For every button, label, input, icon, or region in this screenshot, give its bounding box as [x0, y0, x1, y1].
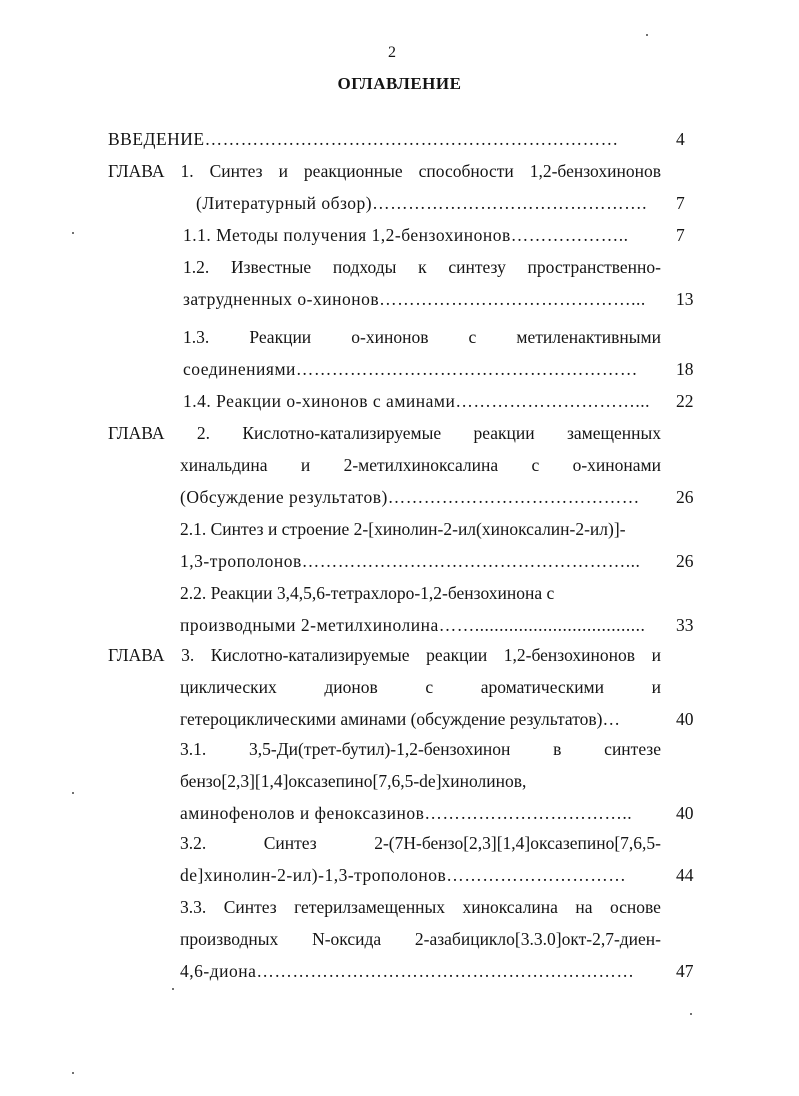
toc-section-2-2-line2: производными 2-метилхинолина……...................................: [180, 615, 646, 635]
toc-intro-page: 4: [676, 129, 685, 149]
toc-section-3-2-line2: de]хинолин-2-ил)-1,3-трополонов…………………………: [180, 865, 627, 885]
toc-section-3-1-line1: 3.1. 3,5-Ди(трет-бутил)-1,2-бензохинон в синтезе: [180, 739, 661, 759]
toc-section-1-4-page: 22: [676, 391, 694, 411]
toc-intro: ВВЕДЕНИЕ……………………………………………………………: [108, 129, 619, 149]
toc-chapter-1-page: 7: [676, 193, 685, 213]
page-title: ОГЛАВЛЕНИЕ: [337, 74, 462, 93]
toc-section-2-2-line1: 2.2. Реакции 3,4,5,6-тетрахлоро-1,2-бензохинона с: [180, 583, 555, 603]
toc-chapter-2-page: 26: [676, 487, 694, 507]
toc-chapter-3-page: 40: [676, 709, 694, 729]
toc-section-1-3-line2: соединениями…………………………………………………: [183, 359, 638, 379]
toc-section-1-2-page: 13: [676, 289, 694, 309]
toc-chapter-2-line3: (Обсуждение результатов)……………………………………: [180, 487, 640, 507]
toc-section-3-1-line2: бензо[2,3][1,4]оксазепино[7,6,5-de]хинолинов,: [180, 771, 527, 791]
toc-chapter-3-line3: гетероциклическими аминами (обсуждение результатов)…: [180, 709, 620, 729]
scan-speck: [72, 792, 74, 794]
scan-speck: [72, 232, 74, 234]
toc-section-1-1-page: 7: [676, 225, 685, 245]
scan-speck: [690, 1013, 692, 1015]
toc-section-3-1-page: 40: [676, 803, 694, 823]
toc-chapter-3-line1: ГЛАВА 3. Кислотно-катализируемые реакции 1,2-бензохинонов и: [108, 645, 661, 665]
toc-chapter-3-line2: циклических дионов с ароматическими и: [180, 677, 661, 697]
toc-section-3-2-line1: 3.2. Синтез 2-(7H-бензо[2,3][1,4]оксазепино[7,6,5-: [180, 833, 661, 853]
toc-section-2-1-page: 26: [676, 551, 694, 571]
scan-speck: [646, 34, 648, 36]
toc-section-1-1: 1.1. Методы получения 1,2-бензохинонов………………..: [183, 225, 629, 245]
toc-section-3-3-line3: 4,6-диона………………………………………………………: [180, 961, 635, 981]
toc-section-3-3-line1: 3.3. Синтез гетерилзамещенных хиноксалина на основе: [180, 897, 661, 917]
toc-section-1-4: 1.4. Реакции о-хинонов с аминами…………………………...: [183, 391, 650, 411]
toc-chapter-1-line2: (Литературный обзор)……………………………………….: [196, 193, 647, 213]
toc-chapter-2-line1: ГЛАВА 2. Кислотно-катализируемые реакции замещенных: [108, 423, 661, 443]
page-number: 2: [388, 44, 396, 61]
toc-section-3-3-page: 47: [676, 961, 694, 981]
toc-section-3-1-line3: аминофенолов и феноксазинов……………………………..: [180, 803, 633, 823]
scan-speck: [72, 1072, 74, 1074]
toc-section-1-3-line1: 1.3. Реакции о-хинонов с метиленактивными: [183, 327, 661, 347]
toc-section-3-3-line2: производных N-оксида 2-азабицикло[3.3.0]окт-2,7-диен-: [180, 929, 661, 949]
toc-section-3-2-page: 44: [676, 865, 694, 885]
toc-section-1-3-page: 18: [676, 359, 694, 379]
scan-speck: [172, 988, 174, 990]
toc-chapter-1-line1: ГЛАВА 1. Синтез и реакционные способности 1,2-бензохинонов: [108, 161, 661, 181]
toc-section-2-1-line2: 1,3-трополонов………………………………………………...: [180, 551, 641, 571]
toc-section-1-2-line1: 1.2. Известные подходы к синтезу пространственно-: [183, 257, 661, 277]
toc-chapter-2-line2: хинальдина и 2-метилхиноксалина с о-хинонами: [180, 455, 661, 475]
toc-section-2-1-line1: 2.1. Синтез и строение 2-[хинолин-2-ил(хиноксалин-2-ил)]-: [180, 519, 626, 539]
toc-section-1-2-line2: затрудненных о-хинонов……………………………………...: [183, 289, 646, 309]
toc-section-2-2-page: 33: [676, 615, 694, 635]
